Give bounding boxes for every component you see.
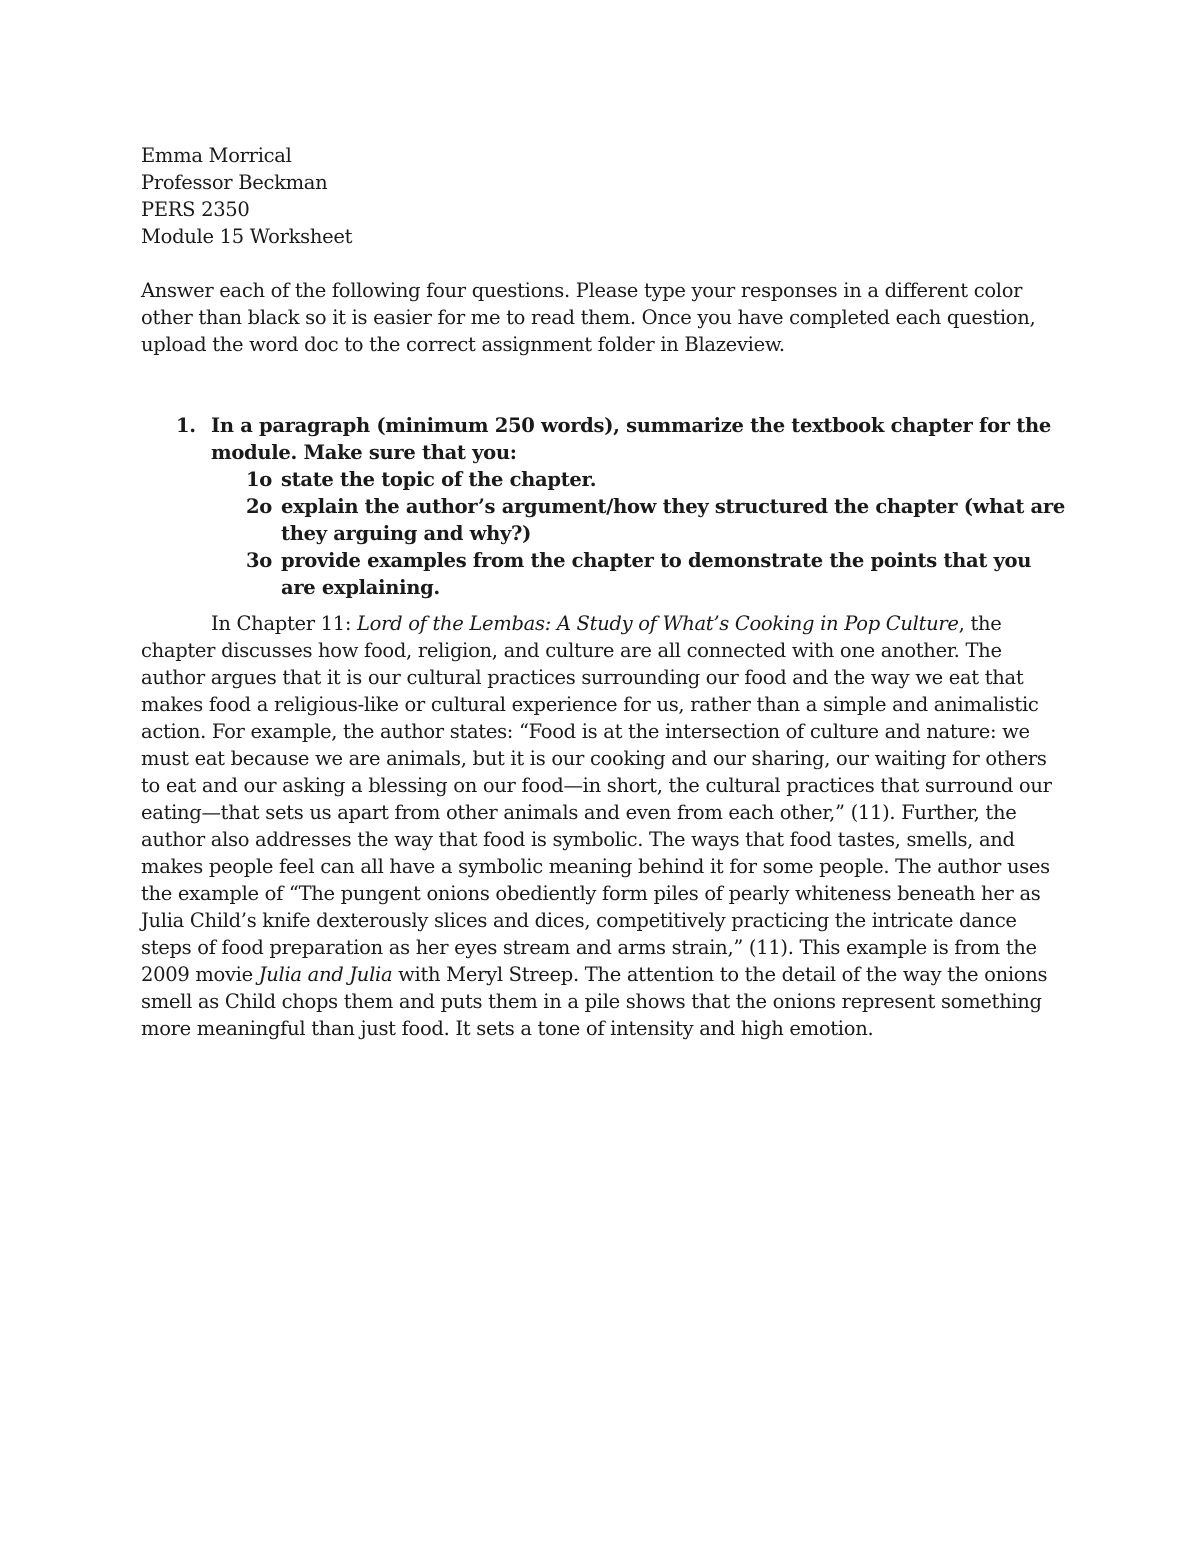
- sub-item: [211, 547, 1071, 601]
- instructions-paragraph: Answer each of the following four questions. Please type your responses in a different color other than black so it is easier for me to read them. Once you have completed each question, upload the word doc to the correct assignment folder in Blazeview.: [141, 279, 1036, 356]
- sub-item-text: state the topic of the chapter.: [281, 468, 597, 491]
- sub-item: [211, 466, 1071, 493]
- sub-item: [211, 493, 1071, 547]
- question-1: [141, 412, 1071, 601]
- question-number: 1.: [176, 414, 196, 437]
- sub-item-marker: 3o: [246, 549, 272, 572]
- sub-item-text: explain the author’s argument/how they structured the chapter (what are they arguing and why?): [281, 495, 1065, 545]
- answer-intro: In Chapter 11:: [211, 612, 358, 635]
- question-sub-list: [211, 466, 1071, 601]
- assignment-title: Module 15 Worksheet: [141, 225, 353, 248]
- chapter-title: Lord of the Lembas: A Study of What’s Cooking in Pop Culture: [357, 612, 959, 635]
- professor-name: Professor Beckman: [141, 171, 328, 194]
- document-body: [141, 142, 1071, 1042]
- spacer: [141, 601, 1071, 610]
- sub-item-marker: 1o: [246, 468, 272, 491]
- course-code: PERS 2350: [141, 198, 250, 221]
- sub-item-text: provide examples from the chapter to demonstrate the points that you are explaining.: [281, 549, 1032, 599]
- answer-paragraph: [141, 610, 1071, 1042]
- question-text: In a paragraph (minimum 250 words), summarize the textbook chapter for the module. Make sure that you:: [211, 414, 1051, 464]
- spacer: [141, 250, 1071, 277]
- answer-part-2: with Meryl Streep. The attention to the detail of the way the onions smell as Child chops them and puts them in a pile shows that the onions represent something more meaningful than just food. It sets a tone of intensity and high emotion.: [141, 963, 1048, 1040]
- spacer: [141, 358, 1071, 412]
- student-name: Emma Morrical: [141, 144, 292, 167]
- question-body: [211, 412, 1071, 601]
- sub-item-marker: 2o: [246, 495, 272, 518]
- movie-title: Julia and Julia: [258, 963, 393, 986]
- answer-part-1: , the chapter discusses how food, religion, and culture are all connected with one another. The author argues that it is our cultural practices surrounding our food and the way we eat that makes food a religious-like or cultural experience for us, rather than a simple and animalistic action. For example, the author states: “Food is at the intersection of culture and nature: we must eat because we are animals, but it is our cooking and our sharing, our waiting for others to eat and our asking a blessing on our food—in short, the cultural practices that surround our eating—that sets us apart from other animals and even from each other,” (11). Further, the author also addresses the way that food is symbolic. The ways that food tastes, smells, and makes people feel can all have a symbolic meaning behind it for some people. The author uses the example of “The pungent onions obediently form piles of pearly whiteness beneath her as Julia Child’s knife dexterously slices and dices, competitively practicing the intricate dance steps of food preparation as her eyes stream and arms strain,” (11). This example is from the 2009 movie: [141, 612, 1052, 986]
